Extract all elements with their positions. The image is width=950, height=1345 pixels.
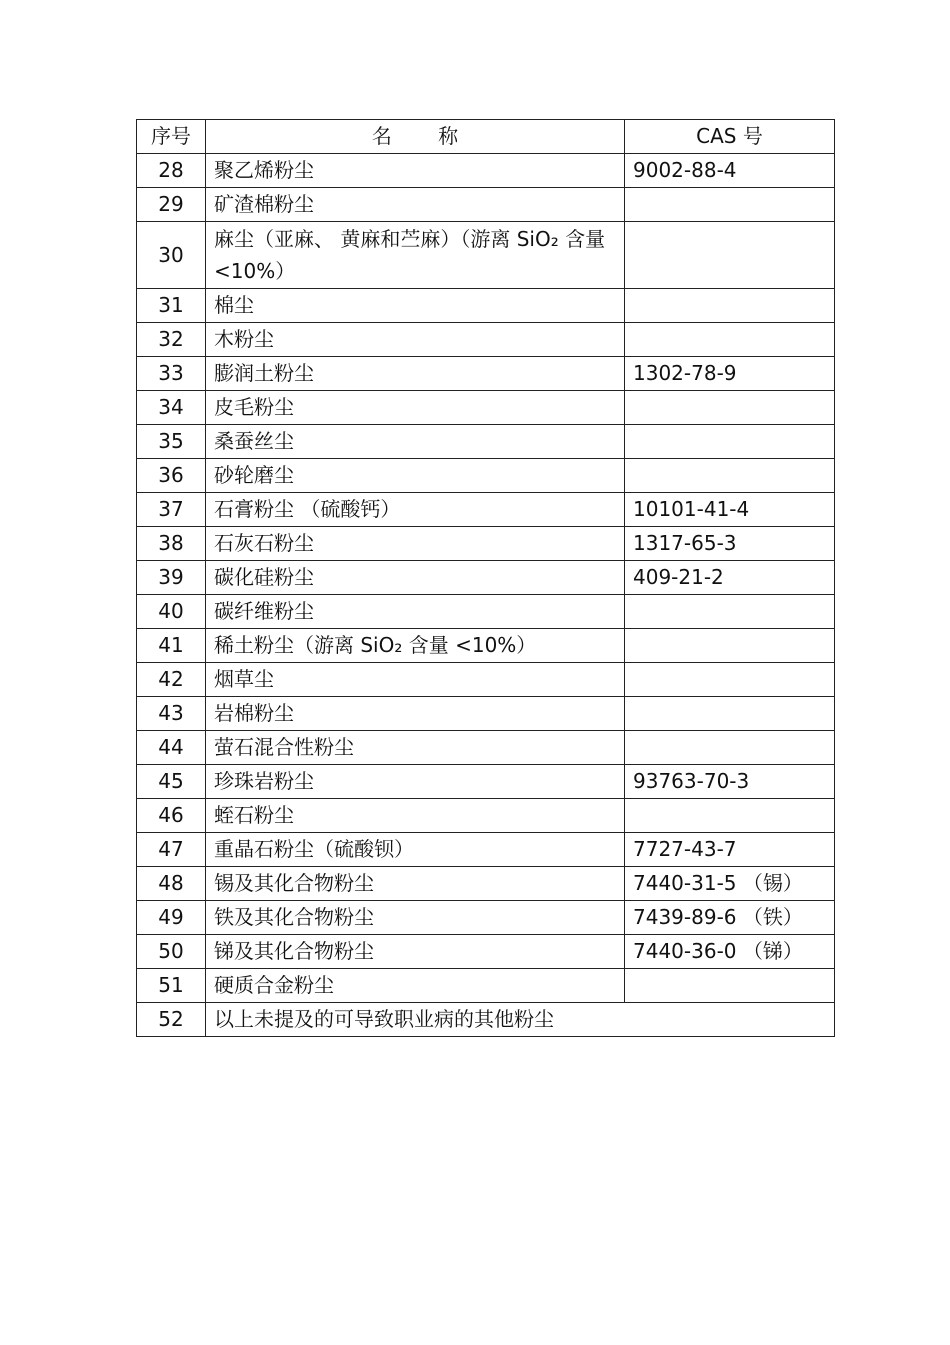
row-name: 烟草尘 <box>206 663 625 697</box>
table-row <box>137 425 835 459</box>
row-name: 矿渣棉粉尘 <box>206 188 625 222</box>
row-name: 麻尘（亚麻、 黄麻和苎麻）（游离 SiO₂ 含量 <10%） <box>206 222 625 289</box>
row-cas: 7440-36-0 （锑） <box>625 935 835 969</box>
table-row <box>137 391 835 425</box>
row-no: 38 <box>137 527 206 561</box>
row-name: 岩棉粉尘 <box>206 697 625 731</box>
row-no: 40 <box>137 595 206 629</box>
row-no: 29 <box>137 188 206 222</box>
row-name: 铁及其化合物粉尘 <box>206 901 625 935</box>
row-name: 膨润土粉尘 <box>206 357 625 391</box>
header-cas: CAS 号 <box>625 120 835 154</box>
table-row <box>137 765 835 799</box>
row-no: 34 <box>137 391 206 425</box>
table-row <box>137 527 835 561</box>
table-row <box>137 188 835 222</box>
row-cas <box>625 799 835 833</box>
row-name: 碳化硅粉尘 <box>206 561 625 595</box>
row-no: 45 <box>137 765 206 799</box>
row-cas <box>625 222 835 289</box>
row-name: 珍珠岩粉尘 <box>206 765 625 799</box>
row-no: 43 <box>137 697 206 731</box>
row-name: 聚乙烯粉尘 <box>206 154 625 188</box>
row-cas <box>625 969 835 1003</box>
row-no: 37 <box>137 493 206 527</box>
row-no: 30 <box>137 222 206 289</box>
row-name: 桑蚕丝尘 <box>206 425 625 459</box>
table-row <box>137 731 835 765</box>
row-no: 36 <box>137 459 206 493</box>
row-cas: 9002-88-4 <box>625 154 835 188</box>
row-no: 50 <box>137 935 206 969</box>
row-cas: 7439-89-6 （铁） <box>625 901 835 935</box>
row-cas: 409-21-2 <box>625 561 835 595</box>
header-no: 序号 <box>137 120 206 154</box>
row-cas <box>625 595 835 629</box>
row-cas <box>625 629 835 663</box>
row-cas <box>625 663 835 697</box>
row-name: 以上未提及的可导致职业病的其他粉尘 <box>206 1003 835 1037</box>
table-row <box>137 663 835 697</box>
row-no: 41 <box>137 629 206 663</box>
row-cas: 7727-43-7 <box>625 833 835 867</box>
row-no: 42 <box>137 663 206 697</box>
row-cas: 93763-70-3 <box>625 765 835 799</box>
row-no: 51 <box>137 969 206 1003</box>
table-row <box>137 357 835 391</box>
table-row <box>137 1003 835 1037</box>
row-cas <box>625 323 835 357</box>
row-name: 碳纤维粉尘 <box>206 595 625 629</box>
table-header-row <box>137 120 835 154</box>
table-row <box>137 561 835 595</box>
row-name: 蛭石粉尘 <box>206 799 625 833</box>
row-cas: 1302-78-9 <box>625 357 835 391</box>
table-row <box>137 969 835 1003</box>
table-row <box>137 901 835 935</box>
row-no: 47 <box>137 833 206 867</box>
row-name: 锑及其化合物粉尘 <box>206 935 625 969</box>
table-row <box>137 833 835 867</box>
table-row <box>137 935 835 969</box>
dust-table <box>136 119 835 1037</box>
row-name: 萤石混合性粉尘 <box>206 731 625 765</box>
table-row <box>137 697 835 731</box>
row-cas <box>625 459 835 493</box>
row-no: 32 <box>137 323 206 357</box>
table-row <box>137 289 835 323</box>
row-cas <box>625 425 835 459</box>
row-name: 重晶石粉尘（硫酸钡） <box>206 833 625 867</box>
row-no: 28 <box>137 154 206 188</box>
table-row <box>137 459 835 493</box>
row-name: 稀土粉尘（游离 SiO₂ 含量 <10%） <box>206 629 625 663</box>
row-no: 44 <box>137 731 206 765</box>
row-no: 49 <box>137 901 206 935</box>
row-no: 33 <box>137 357 206 391</box>
row-name: 锡及其化合物粉尘 <box>206 867 625 901</box>
row-name: 砂轮磨尘 <box>206 459 625 493</box>
row-name: 皮毛粉尘 <box>206 391 625 425</box>
row-name: 石膏粉尘 （硫酸钙） <box>206 493 625 527</box>
row-no: 31 <box>137 289 206 323</box>
row-cas <box>625 391 835 425</box>
row-name: 硬质合金粉尘 <box>206 969 625 1003</box>
row-name: 棉尘 <box>206 289 625 323</box>
row-no: 35 <box>137 425 206 459</box>
table-row <box>137 493 835 527</box>
row-cas: 10101-41-4 <box>625 493 835 527</box>
table-row <box>137 867 835 901</box>
row-cas <box>625 697 835 731</box>
row-cas: 1317-65-3 <box>625 527 835 561</box>
header-name: 名 称 <box>206 120 625 154</box>
row-cas <box>625 731 835 765</box>
row-cas <box>625 188 835 222</box>
row-cas <box>625 289 835 323</box>
table-row <box>137 629 835 663</box>
table-row <box>137 323 835 357</box>
table-row <box>137 595 835 629</box>
table-row <box>137 222 835 289</box>
row-cas: 7440-31-5 （锡） <box>625 867 835 901</box>
table-row <box>137 154 835 188</box>
row-no: 52 <box>137 1003 206 1037</box>
row-name: 木粉尘 <box>206 323 625 357</box>
row-name: 石灰石粉尘 <box>206 527 625 561</box>
row-no: 39 <box>137 561 206 595</box>
row-no: 46 <box>137 799 206 833</box>
row-no: 48 <box>137 867 206 901</box>
table-row <box>137 799 835 833</box>
